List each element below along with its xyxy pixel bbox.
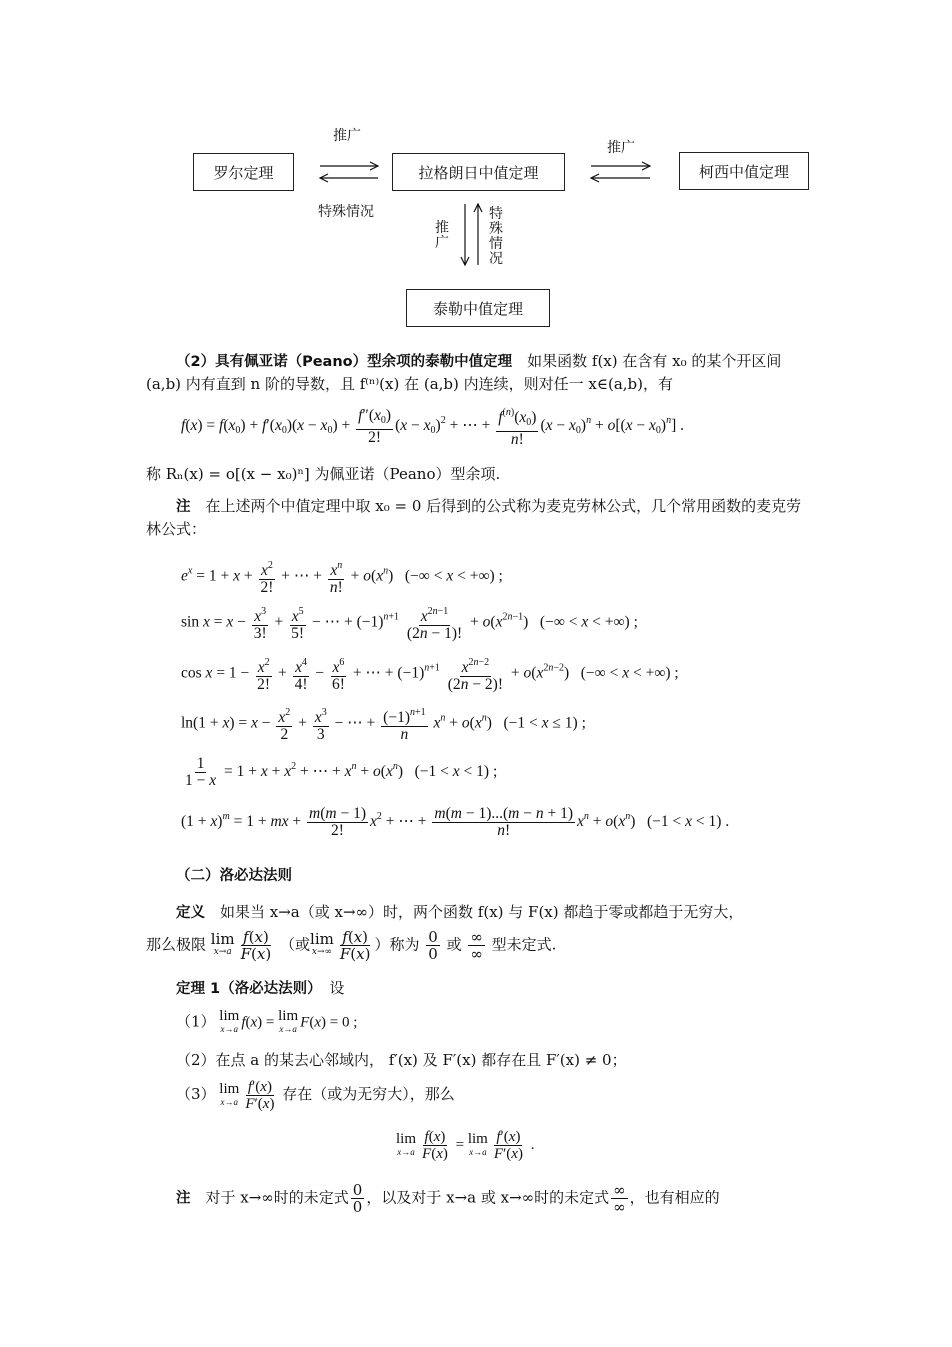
cauchy-label: 柯西中值定理 xyxy=(698,162,789,181)
definition-body: 如果当 x→a（或 x→∞）时，两个函数 f(x) 与 F(x) 都趋于零或都趋于无穷大， xyxy=(205,903,744,921)
arrow-cauchy-to-lagrange xyxy=(591,174,650,182)
theorem-set: 设 xyxy=(314,979,345,997)
diagram-arrows xyxy=(0,0,952,340)
maclaurin-binomial: $(1 + x)^m = 1$ + mx + $\frac{m(m - 1)}{2!}$ $x^2$ + ⋯ + $\frac{m(m - 1)...(m - n + 1)}{n!}$ $x^n + o(x^n) (-1 < x < 1)$ . xyxy=(181,805,730,839)
note-head: 注 xyxy=(176,499,191,515)
lhopital-conclusion: lim x→a $\frac{f(x)}{F(x)}$ = lim x→a $\frac{f'(x)}{F'(x)}$ . xyxy=(396,1129,535,1162)
condition-3: （3） lim x→a $\frac{f'(x)}{F'(x)}$ 存在（或为无穷大），那么 xyxy=(176,1079,455,1112)
taylor-label: 泰勒中值定理 xyxy=(432,299,523,318)
maclaurin-geometric: $\frac{1}{1 - x}$ = $1 + x + x^2$ + ⋯ + $x^n + o(x^n) (-1 < x < 1)$ ; xyxy=(185,755,498,789)
note-2-c: ，也有相应的 xyxy=(629,1188,720,1207)
definition-type: 型未定式. xyxy=(491,935,557,954)
definition-head: 定义 xyxy=(176,905,205,921)
peano-title: （2）具有佩亚诺（Peano）型余项的泰勒中值定理 xyxy=(176,354,513,370)
rolle-label: 罗尔定理 xyxy=(213,163,274,182)
maclaurin-exp: $e^x = 1 + x$ + $\frac{x^2}{2!}$ + ⋯ + $\frac{x^n}{n!}$ + $o(x^n)$ (−∞ < x < +∞) ; xyxy=(181,560,503,596)
theorem-title: 定理 1（洛必达法则） xyxy=(176,981,315,997)
note-body: 在上述两个中值定理中取 x₀ = 0 后得到的公式称为麦克劳林公式，几个常用函数的麦克劳林公式： xyxy=(146,497,802,538)
label-generalize-vertical: 推 广 xyxy=(435,220,449,251)
definition-prefix: 那么极限 xyxy=(146,935,207,954)
label-special-case-vertical: 特 殊 情 况 xyxy=(489,206,503,267)
definition-called: ）称为 xyxy=(374,935,420,954)
condition-3-number: （3） xyxy=(176,1084,216,1103)
condition-3-tail: 存在（或为无穷大），那么 xyxy=(282,1084,455,1103)
note-maclaurin xyxy=(146,495,812,540)
condition-1-number: （1） xyxy=(176,1012,216,1031)
peano-paragraph xyxy=(146,350,812,395)
taylor-formula-peano: $f(x) = f(x_0) + f'(x_0)(x - x_0)$ + $\frac{f''(x_0)}{2!}$ $(x - x_0)^2$ + ⋯ + $\frac{f^{(n)}(x_0)}{n!}$ $(x - x_0)^n + o[(x - x_0)^n]$ . xyxy=(181,406,685,448)
note-2-head: 注 xyxy=(176,1190,191,1207)
label-special-case: 特殊情况 xyxy=(318,204,374,220)
theorem-header xyxy=(146,977,812,1000)
definition-or: （或 xyxy=(280,935,311,954)
arrow-lagrange-to-rolle xyxy=(320,174,378,182)
arrow-taylor-to-lagrange xyxy=(474,204,482,265)
definition-limit-line: 那么极限 lim x→a $\frac{f(x)}{F(x)}$ （或 lim x→∞ $\frac{f(x)}{F(x)}$ ）称为 $\frac{0}{0}$ 或 $\frac{\infty}{\infty}$ 型未定式. xyxy=(146,928,557,963)
note-2-b: ，以及对于 x→a 或 x→∞时的未定式 xyxy=(366,1188,610,1207)
maclaurin-ln: ln(1 + x) = x − $\frac{x^2}{2}$ + $\frac{x^3}{3}$ − ⋯ + $\frac{(-1)^{n+1}}{n}$ $x^n + o(x^n) (-1 < x \le 1)$ ; xyxy=(181,707,586,743)
note-2: 注 对于 x→∞时的未定式 $\frac{0}{0}$ ，以及对于 x→a 或 x→∞时的未定式 $\frac{\infty}{\infty}$ ，也有相应的 xyxy=(176,1181,720,1216)
condition-1: （1） lim x→a f(x) = lim x→a F(x) = 0 ; xyxy=(176,1008,358,1034)
maclaurin-cos: cos x = 1 − $\frac{x^2}{2!}$ + $\frac{x^4}{4!}$ − $\frac{x^6}{6!}$ + ⋯ + $(-1)^{n+1}$ $\frac{x^{2n-2}}{(2n - 2)!}$ + $o(x^{2n-2})$ (−∞ < x < +∞) ; xyxy=(181,657,679,693)
peano-remainder-term: 称 Rₙ(x) = o[(x − x₀)ⁿ] 为佩亚诺（Peano）型余项. xyxy=(146,465,501,483)
maclaurin-sin: sin x = x − $\frac{x^3}{3!}$ + $\frac{x^5}{5!}$ − ⋯ + $(-1)^{n+1}$ $\frac{x^{2n-1}}{(2n - 1)!}$ + $o(x^{2n-1})$ (−∞ < x < +∞) ; xyxy=(181,606,638,642)
note-2-a: 对于 x→∞时的未定式 xyxy=(190,1188,349,1207)
condition-2: （2）在点 a 的某去心邻域内， f′(x) 及 F′(x) 都存在且 F′(x) ≠ 0； xyxy=(176,1051,627,1069)
arrow-rolle-to-lagrange xyxy=(320,162,378,170)
arrow-lagrange-to-taylor xyxy=(461,204,469,265)
label-generalize-right: 推广 xyxy=(607,140,635,156)
lhopital-title: （二）洛必达法则 xyxy=(176,868,292,884)
arrow-lagrange-to-cauchy xyxy=(591,162,650,170)
definition-paragraph xyxy=(146,901,812,924)
label-generalize-top: 推广 xyxy=(333,128,361,144)
lagrange-label: 拉格朗日中值定理 xyxy=(418,163,539,182)
peano-body: 如果函数 f(x) 在含有 x₀ 的某个开区间 (a,b) 内有直到 n 阶的导数，且 f⁽ⁿ⁾(x) 在 (a,b) 内连续，则对任一 x∈(a,b)，有 xyxy=(146,352,782,393)
